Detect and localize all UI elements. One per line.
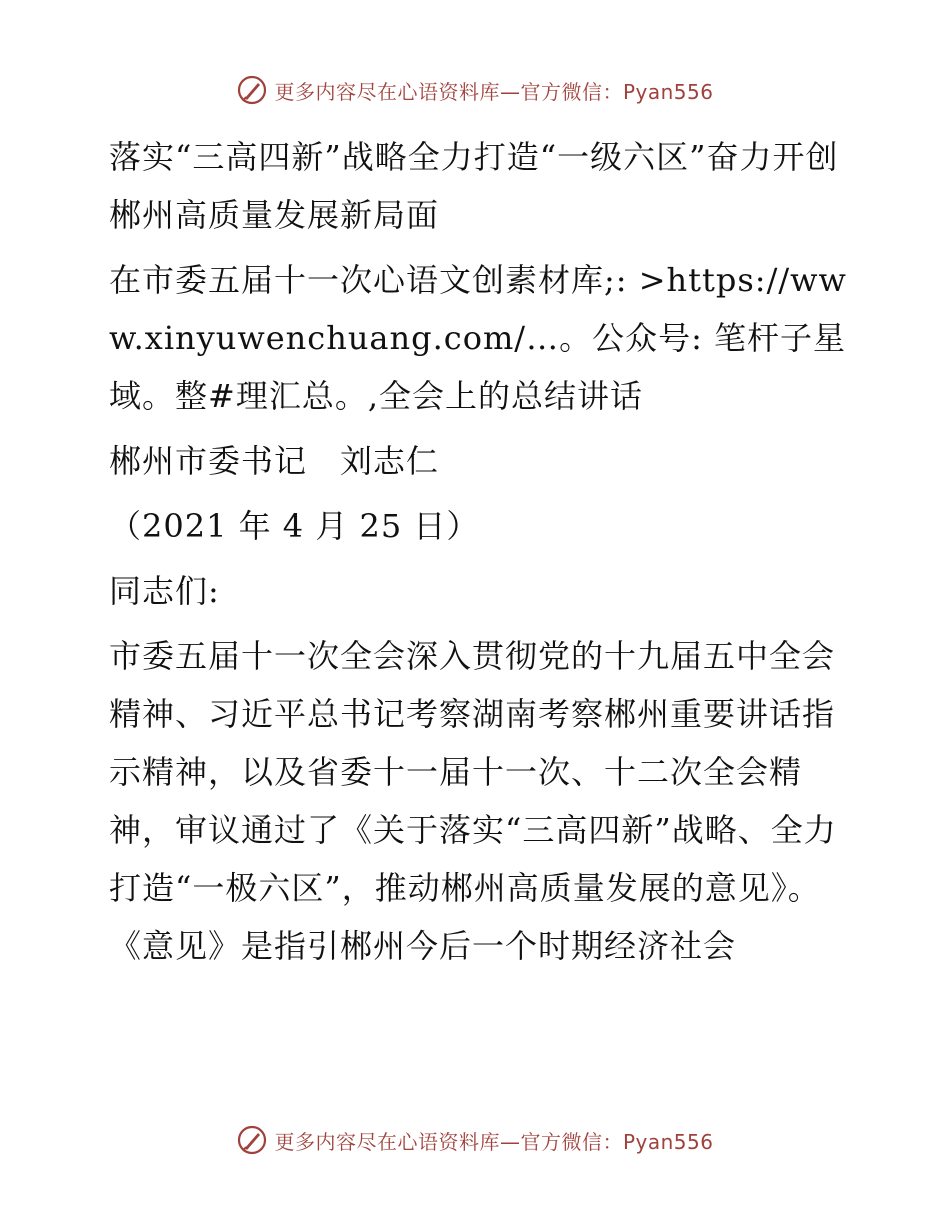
watermark-text: 更多内容尽在心语资料库—官方微信：Pyan556 [274,1129,714,1154]
footer-watermark [0,1120,950,1160]
quill-pen-icon [236,74,268,106]
salutation: 同志们: [109,572,220,610]
document-title: 落实“三高四新”战略全力打造“一级六区”奋力开创郴州高质量发展新局面 [109,138,839,234]
author-line: 郴州市委书记 刘志仁 [109,442,440,480]
header-watermark [0,70,950,110]
date-line: （2021 年 4 月 25 日） [109,507,480,545]
watermark-text: 更多内容尽在心语资料库—官方微信：Pyan556 [274,79,714,104]
document-body [97,128,857,982]
intro-paragraph: 在市委五届十一次心语文创素材库;: >https://www.xinyuwenchuang.com/…。公众号: 笔杆子星域。整#理汇总。,全会上的总结讲话 [109,261,847,415]
quill-pen-icon [236,1124,268,1156]
body-paragraph: 市委五届十一次全会深入贯彻党的十九届五中全会精神、习近平总书记考察湖南考察郴州重要讲话指示精神，以及省委十一届十一次、十二次全会精神，审议通过了《关于落实“三高四新”战略、全力打造“一极六区”，推动郴州高质量发展的意见》。《意见》是指引郴州今后一个时期经济社会 [109,637,837,965]
